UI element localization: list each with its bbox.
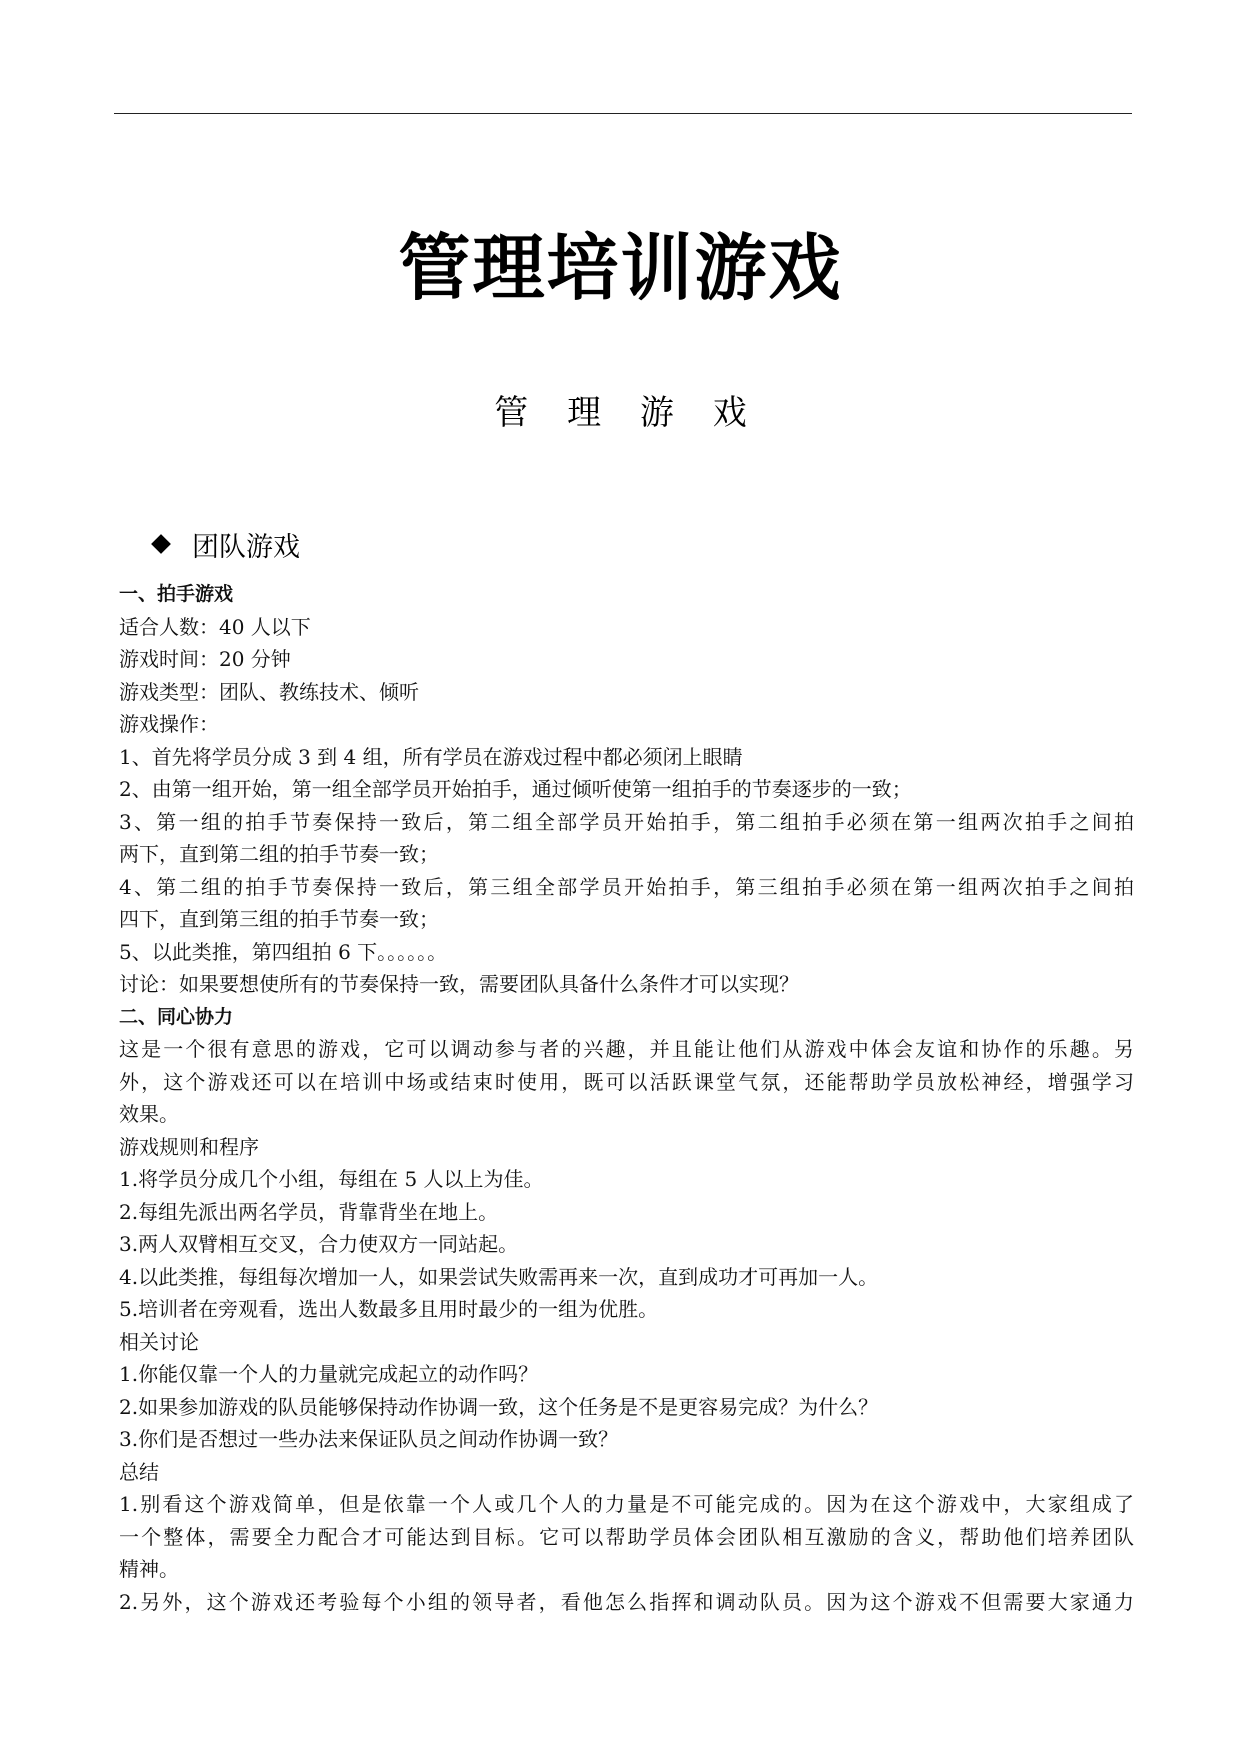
body-line: 3.两人双臂相互交叉，合力使双方一同站起。 bbox=[119, 1232, 519, 1256]
body-line: 2、由第一组开始，第一组全部学员开始拍手，通过倾听使第一组拍手的节奏逐步的一致； bbox=[119, 777, 912, 801]
subsection-heading: 二、同心协力 bbox=[119, 1005, 234, 1028]
diamond-bullet-icon bbox=[151, 534, 171, 554]
body-line: 适合人数：40 人以下 bbox=[119, 614, 311, 639]
body-line: 2.另外，这个游戏还考验每个小组的领导者，看他怎么指挥和调动队员。因为这个游戏不但需要大家通力 bbox=[119, 1589, 1134, 1614]
body-line: 游戏操作： bbox=[119, 712, 219, 736]
body-line: 这是一个很有意思的游戏，它可以调动参与者的兴趣，并且能让他们从游戏中体会友谊和协作的乐趣。另 bbox=[119, 1037, 1134, 1061]
body-line: 5、以此类推，第四组拍 6 下。。。。。。 bbox=[119, 939, 448, 964]
body-line: 3、第一组的拍手节奏保持一致后，第二组全部学员开始拍手，第二组拍手必须在第一组两次拍手之间拍 bbox=[119, 809, 1134, 834]
body-line: 游戏规则和程序 bbox=[119, 1134, 259, 1159]
body-line: 外，这个游戏还可以在培训中场或结束时使用，既可以活跃课堂气氛，还能帮助学员放松神经，增强学习 bbox=[119, 1069, 1134, 1094]
body-line: 1.将学员分成几个小组，每组在 5 人以上为佳。 bbox=[119, 1167, 544, 1191]
section-heading-label: 团队游戏 bbox=[192, 531, 300, 563]
body-line: 3.你们是否想过一些办法来保证队员之间动作协调一致？ bbox=[119, 1427, 619, 1451]
body-line: 讨论：如果要想使所有的节奏保持一致，需要团队具备什么条件才可以实现？ bbox=[119, 972, 799, 996]
body-line: 1、首先将学员分成 3 到 4 组，所有学员在游戏过程中都必须闭上眼睛 bbox=[119, 744, 743, 769]
document-body bbox=[119, 578, 1134, 1618]
subsection-heading: 一、拍手游戏 bbox=[119, 583, 234, 605]
body-line: 4.以此类推，每组每次增加一人，如果尝试失败需再来一次，直到成功才可再加一人。 bbox=[119, 1264, 879, 1289]
body-line: 2.如果参加游戏的队员能够保持动作协调一致，这个任务是不是更容易完成？为什么？ bbox=[119, 1394, 879, 1419]
body-line: 2.每组先派出两名学员，背靠背坐在地上。 bbox=[119, 1199, 499, 1224]
body-line: 1.你能仅靠一个人的力量就完成起立的动作吗？ bbox=[119, 1362, 539, 1386]
body-line: 一个整体，需要全力配合才可能达到目标。它可以帮助学员体会团队相互激励的含义，帮助他们培养团队 bbox=[119, 1524, 1134, 1549]
body-line: 总结 bbox=[119, 1459, 159, 1484]
body-line: 游戏类型：团队、教练技术、倾听 bbox=[119, 679, 419, 704]
header-rule bbox=[114, 113, 1132, 114]
page-subtitle: 管 理 游 戏 bbox=[494, 393, 761, 433]
body-line: 精神。 bbox=[119, 1557, 179, 1581]
body-line: 效果。 bbox=[119, 1102, 179, 1126]
body-line: 5.培训者在旁观看，选出人数最多且用时最少的一组为优胜。 bbox=[119, 1297, 659, 1321]
body-line: 4、第二组的拍手节奏保持一致后，第三组全部学员开始拍手，第三组拍手必须在第一组两次拍手之间拍 bbox=[119, 874, 1134, 899]
body-line: 1.别看这个游戏简单，但是依靠一个人或几个人的力量是不可能完成的。因为在这个游戏中，大家组成了 bbox=[119, 1492, 1134, 1516]
section-heading bbox=[150, 522, 300, 566]
body-line: 四下，直到第三组的拍手节奏一致； bbox=[119, 907, 439, 931]
body-line: 相关讨论 bbox=[119, 1329, 199, 1354]
body-line: 游戏时间：20 分钟 bbox=[119, 647, 291, 671]
body-line: 两下，直到第二组的拍手节奏一致； bbox=[119, 842, 439, 866]
page-title: 管理培训游戏 bbox=[398, 226, 843, 310]
